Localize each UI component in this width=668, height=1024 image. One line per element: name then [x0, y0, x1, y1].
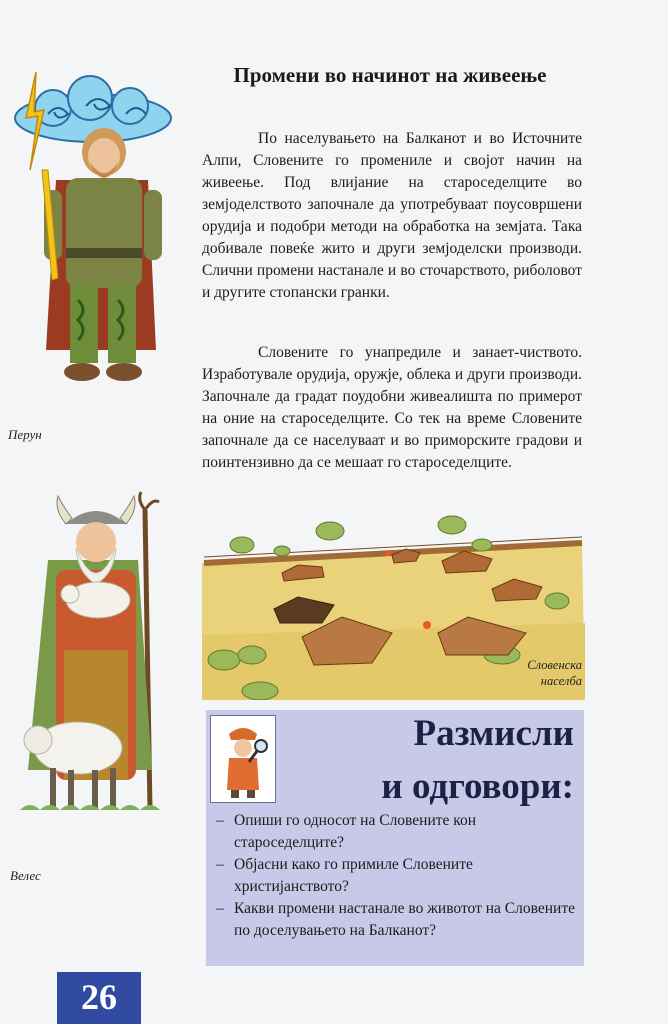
list-item: – Објасни како го примиле Словените христијанството?: [216, 856, 473, 895]
detective-icon-frame: [210, 715, 276, 803]
paragraph-1: [202, 128, 582, 304]
page-number-badge: [57, 972, 141, 1024]
question-text: Објасни како го примиле Словените христијанството?: [234, 856, 473, 895]
detective-icon: [211, 716, 275, 802]
think-heading-line-1: Размисли: [413, 713, 574, 754]
paragraph-2: [202, 342, 582, 474]
page-number: 26: [81, 977, 117, 1017]
list-item: – Опиши го односот на Словените кон староседелците?: [216, 812, 477, 851]
question-text: Опиши го односот на Словените кон староседелците?: [234, 812, 477, 851]
perun-illustration: [8, 70, 178, 400]
think-and-answer-box: [206, 710, 584, 966]
question-list: [212, 810, 576, 942]
settlement-caption: Словенска населба: [527, 658, 582, 688]
list-item: – Какви промени настанале во животот на Словените по доселувањето на Балканот?: [216, 900, 575, 939]
paragraph-1-text: По населувањето на Балканот и во Источните Алпи, Словените го промениле и својот начин на живеење. Под влијание на староседелците во земјоделството започнале да употребуваат поусовршени орудија и подобри методи на обработка на земјата. Така добивале повеќе жито и други земјоделски производи. Слични промени настанале и во сточарството, риболовот и другите стопански гранки.: [202, 130, 582, 301]
think-heading-line-2: и одговори:: [381, 766, 574, 807]
perun-caption: Перун: [8, 427, 42, 442]
veles-caption: Велес: [10, 868, 41, 883]
question-text: Какви промени настанале во животот на Словените по доселувањето на Балканот?: [234, 900, 575, 939]
page-title: Промени во начинот на живеење: [233, 63, 547, 87]
veles-illustration: [20, 490, 170, 820]
paragraph-2-text: Словените го унапредиле и занает-чиството. Изработувале орудија, оружје, облека и други производи. Започнале да градат поудобни живеалишта по примерот на оние на староседелците. Со тек на време Словените започнале да се населуваат и во приморските градови и поинтензивно да се мешаат го староседелците.: [202, 344, 582, 471]
